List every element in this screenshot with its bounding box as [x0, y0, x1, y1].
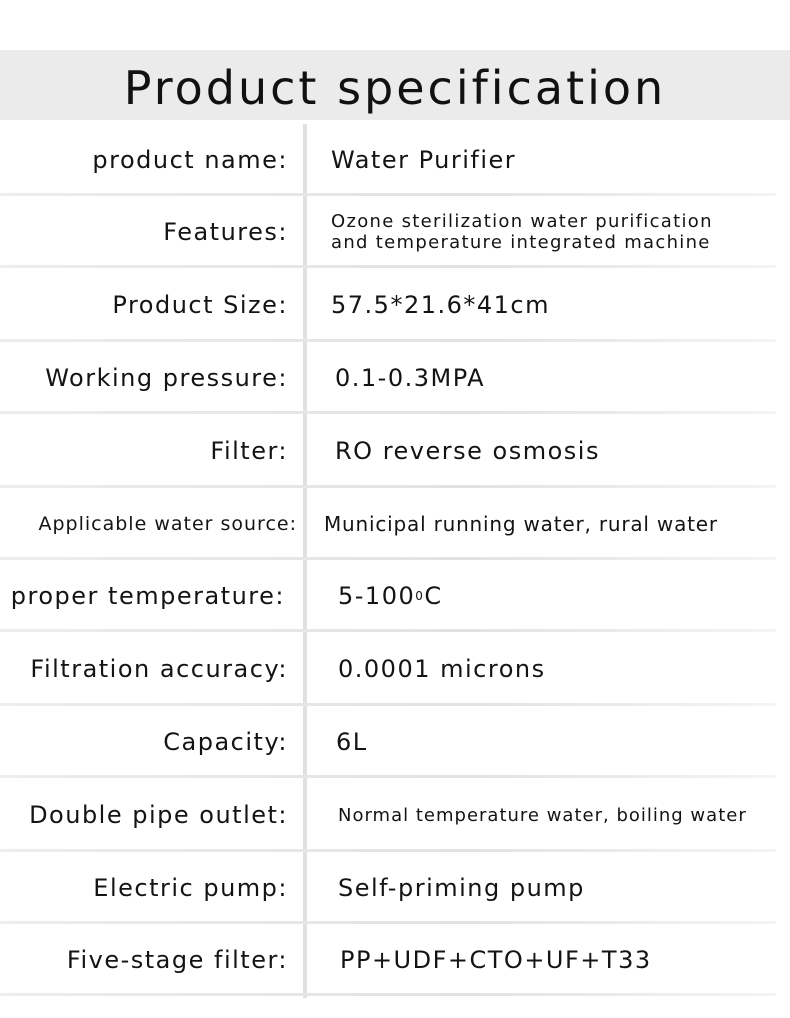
- spec-value-prefix: 5-100: [338, 582, 416, 610]
- spec-label: [11, 560, 285, 632]
- spec-value: [331, 196, 713, 268]
- spec-value: Municipal running water, rural water: [324, 512, 718, 536]
- spec-label: Five-stage filter:: [66, 946, 288, 974]
- spec-value: 57.5*21.6*41cm: [331, 291, 550, 319]
- spec-row-filtration-accuracy: [0, 632, 790, 706]
- spec-value: Normal temperature water, boiling water: [338, 804, 747, 826]
- spec-row-five-stage-filter: [0, 924, 790, 996]
- spec-label: product name:: [92, 146, 288, 174]
- spec-row-product-name: [0, 124, 790, 196]
- spec-row-temperature: [0, 560, 790, 632]
- spec-row-filter: [0, 414, 790, 488]
- spec-value: RO reverse osmosis: [335, 437, 600, 465]
- degree-superscript: 0: [415, 589, 425, 603]
- spec-label-text: proper temperature:: [10, 582, 285, 610]
- spec-row-product-size: [0, 268, 790, 342]
- spec-value: PP+UDF+CTO+UF+T33: [340, 946, 652, 974]
- spec-row-water-source: [0, 488, 790, 560]
- page-title: Product specification: [123, 61, 667, 115]
- spec-row-features: [0, 196, 790, 268]
- spec-value: 0.0001 microns: [338, 655, 546, 683]
- spec-label: Filter:: [210, 437, 288, 465]
- spec-row-working-pressure: [0, 342, 790, 414]
- spec-label: Working pressure:: [45, 364, 288, 392]
- spec-row-electric-pump: [0, 852, 790, 924]
- spec-value-suffix: C: [424, 582, 443, 610]
- spec-label: Product Size:: [112, 291, 288, 319]
- spec-value: Self-priming pump: [338, 874, 585, 902]
- spec-value: 0.1-0.3MPA: [335, 364, 486, 392]
- spec-value-line: Ozone sterilization water purification: [331, 211, 713, 232]
- spec-label: Electric pump:: [93, 874, 288, 902]
- spec-value: Water Purifier: [331, 146, 517, 174]
- row-divider: [0, 993, 776, 996]
- spec-label: Filtration accuracy:: [30, 655, 288, 683]
- spec-value-line: and temperature integrated machine: [331, 232, 711, 253]
- spec-value: 6L: [336, 728, 368, 756]
- spec-label: Features:: [163, 218, 288, 246]
- spec-label: Capacity:: [163, 728, 288, 756]
- spec-label: Applicable water source:: [38, 513, 297, 535]
- spec-row-capacity: [0, 706, 790, 778]
- spec-label: Double pipe outlet:: [29, 801, 288, 829]
- spec-row-double-pipe-outlet: [0, 778, 790, 852]
- spec-table: [0, 124, 790, 996]
- spec-value: [338, 560, 443, 632]
